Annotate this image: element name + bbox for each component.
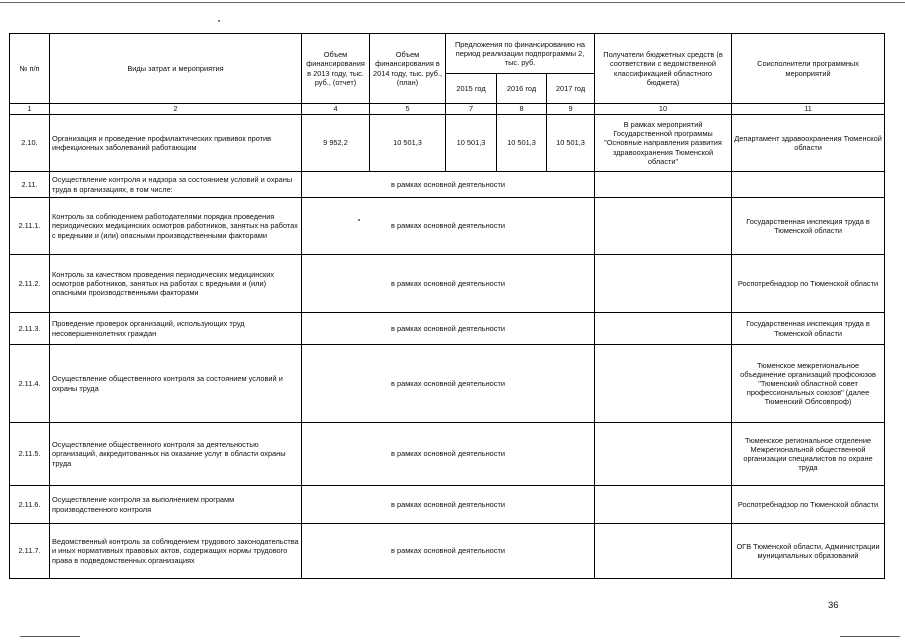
column-number: 1 [10,104,50,115]
row-description: Контроль за соблюдением работодателями порядка проведения периодических медицинских осмотров работников, занятых на работах с вредными и (или) опасными производственными факторами [50,198,302,255]
recipient-cell [595,313,732,345]
row-number: 2.11.2. [10,255,50,313]
table-row [10,313,885,345]
row-description: Проведение проверок организаций, использующих труд несовершеннолетних граждан [50,313,302,345]
column-number: 9 [547,104,595,115]
executor-cell: Департамент здравоохранения Тюменской области [732,115,885,172]
column-number: 11 [732,104,885,115]
recipient-cell [595,172,732,198]
value-2013: 9 952,2 [302,115,370,172]
activity-note: в рамках основной деятельности [302,486,595,524]
table-row [10,172,885,198]
header-2017: 2017 год [547,74,595,104]
scan-edge-line [0,2,905,3]
activity-note: в рамках основной деятельности [302,524,595,579]
row-number: 2.11.1. [10,198,50,255]
column-number: 8 [497,104,547,115]
table-row [10,198,885,255]
financing-table [9,33,885,579]
activity-note: в рамках основной деятельности [302,172,595,198]
column-number: 2 [50,104,302,115]
row-number: 2.11.5. [10,423,50,486]
table-row [10,115,885,172]
table-row [10,423,885,486]
recipient-cell [595,524,732,579]
recipient-cell: В рамках мероприятий Государственной программы "Основные направления развития здравоохранения Тюменской области" [595,115,732,172]
executor-cell: Государственная инспекция труда в Тюменской области [732,313,885,345]
page-number: 36 [828,600,839,611]
value-2017: 10 501,3 [547,115,595,172]
activity-note: в рамках основной деятельности [302,255,595,313]
column-number-row [10,104,885,115]
value-2015: 10 501,3 [446,115,497,172]
recipient-cell [595,486,732,524]
activity-note: в рамках основной деятельности [302,345,595,423]
header-executors: Соисполнители программных мероприятий [732,34,885,104]
recipient-cell [595,345,732,423]
executor-cell: Тюменское межрегиональное объединение организаций профсоюзов "Тюменский областной совет профессиональных союзов" (далее Тюменский Облсовпроф) [732,345,885,423]
scan-edge-line [20,636,80,637]
column-number: 5 [370,104,446,115]
recipient-cell [595,198,732,255]
row-description: Ведомственный контроль за соблюдением трудового законодательства и иных нормативных правовых актов, содержащих нормы трудового права в подведомственных организациях [50,524,302,579]
activity-note: в рамках основной деятельности [302,423,595,486]
table-row [10,255,885,313]
row-number: 2.11.4. [10,345,50,423]
scan-speck [218,20,220,22]
column-number: 4 [302,104,370,115]
row-number: 2.10. [10,115,50,172]
row-description: Осуществление общественного контроля за деятельностью организаций, аккредитованных на оказание услуг в области охраны труда [50,423,302,486]
executor-cell: ОГВ Тюменской области, Администрации муниципальных образований [732,524,885,579]
value-2016: 10 501,3 [497,115,547,172]
header-2014: Объем финансирования в 2014 году, тыс. руб., (план) [370,34,446,104]
header-2016: 2016 год [497,74,547,104]
row-description: Организация и проведение профилактических прививок против инфекционных заболеваний работающим [50,115,302,172]
table-header [10,34,885,115]
column-number: 10 [595,104,732,115]
activity-note: в рамках основной деятельности [302,313,595,345]
column-number: 7 [446,104,497,115]
recipient-cell [595,423,732,486]
row-description: Осуществление контроля и надзора за состоянием условий и охраны труда в организациях, в том числе: [50,172,302,198]
header-proposals: Предложения по финансированию на период реализации подпрограммы 2, тыс. руб. [446,34,595,74]
header-2013: Объем финансирования в 2013 году, тыс. руб., (отчет) [302,34,370,104]
executor-cell: Роспотребнадзор по Тюменской области [732,255,885,313]
header-2015: 2015 год [446,74,497,104]
header-num: № п/п [10,34,50,104]
row-description: Осуществление общественного контроля за состоянием условий и охраны труда [50,345,302,423]
header-recipients: Получатели бюджетных средств (в соответствии с ведомственной классификацией областного бюджета) [595,34,732,104]
scan-edge-line [840,636,900,637]
row-description: Осуществление контроля за выполнением программ производственного контроля [50,486,302,524]
row-number: 2.11.7. [10,524,50,579]
value-2014: 10 501,3 [370,115,446,172]
table-row [10,524,885,579]
table-row [10,345,885,423]
executor-cell [732,172,885,198]
recipient-cell [595,255,732,313]
header-type: Виды затрат и мероприятия [50,34,302,104]
executor-cell: Роспотребнадзор по Тюменской области [732,486,885,524]
executor-cell: Государственная инспекция труда в Тюменской области [732,198,885,255]
row-number: 2.11.3. [10,313,50,345]
row-number: 2.11.6. [10,486,50,524]
table-body [10,115,885,579]
row-description: Контроль за качеством проведения периодических медицинских осмотров работников, занятых на работах с вредными и (или) опасными производственными факторами [50,255,302,313]
activity-note: в рамках основной деятельности [302,198,595,255]
row-number: 2.11. [10,172,50,198]
executor-cell: Тюменское региональное отделение Межрегиональной общественной организации специалистов по охране труда [732,423,885,486]
table-row [10,486,885,524]
